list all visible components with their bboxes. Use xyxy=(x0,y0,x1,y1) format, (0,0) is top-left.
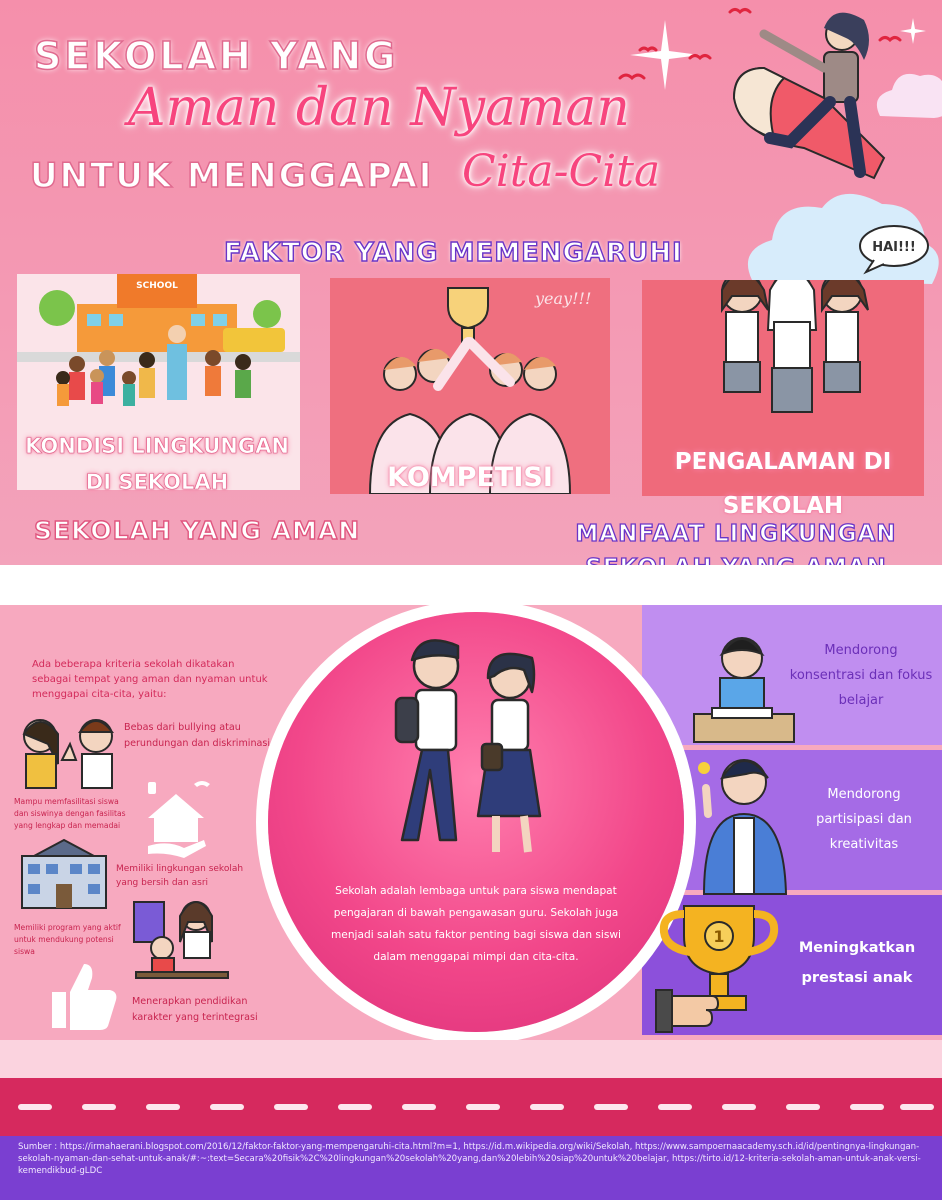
criteria-intro: Ada beberapa kriteria sekolah dikatakan sebagai tempat yang aman dan nyaman untuk menggapai cita-cita, yaitu: xyxy=(32,659,268,700)
school-building-icon xyxy=(16,840,112,910)
house-wifi-icon xyxy=(140,776,212,856)
speech-bubble-text: HAI!!! xyxy=(872,240,916,255)
no-bullying-illustration xyxy=(14,710,118,790)
school-sign: SCHOOL xyxy=(136,281,178,291)
criteria-item-2: Mampu memfasilitasi siswa dan siswinya dengan fasilitas yang lengkap dan memadai xyxy=(14,797,126,830)
benefit-participation: Mendorong partisipasi dan kreativitas xyxy=(816,787,912,852)
sources-footer: Sumber : https://irmahaerani.blogspot.com/2016/12/faktor-faktor-yang-mempengaruhi-cita.html?m=1, https://id.m.wikipedia.org/wiki/Sekolah, https://www.sampoernaacademy.sch.id/id/pentingnya-lingkungan-sekolah-nyaman-dan-sehat-untuk-anak/#:~:text=Secara%20fisik%2C%20lingkungan%20sekolah%20yang,dan%20lebih%20siap%20untuk%20belajar, https://tirto.id/12-kriteria-sekolah-aman-untuk-anak-versi-kemendikbud-gLDC xyxy=(0,1136,942,1200)
benefits-heading: MANFAAT LINGKUNGAN xyxy=(575,521,897,547)
benefit-focus: Mendorong konsentrasi dan fokus belajar xyxy=(789,643,933,708)
road-strip xyxy=(0,1078,942,1136)
walking-students-illustration xyxy=(386,634,576,864)
title-line-4: Cita-Cita xyxy=(462,146,661,197)
criteria-item-1: Bebas dari bullying atau perundungan dan diskriminasi xyxy=(124,722,271,749)
criteria-item-4: Memiliki program yang aktif untuk mendukung potensi siswa xyxy=(14,923,121,956)
studying-boy-illustration xyxy=(690,628,800,746)
center-description: Sekolah adalah lembaga untuk para siswa mendapat pengajaran di bawah pengawasan guru. Sekolah juga menjadi salah satu faktor penting bagi siswa dan siswi dalam menggapai mimpi dan cita-cita. xyxy=(330,885,621,963)
factor-label-environment: KONDISI LINGKUNGAN DI SEKOLAH xyxy=(25,434,289,494)
thumbs-up-icon xyxy=(48,962,118,1032)
idea-boy-illustration xyxy=(694,748,798,894)
title-line-3: UNTUK MENGGAPAI xyxy=(30,156,434,196)
title-line-1: SEKOLAH YANG xyxy=(34,34,399,78)
criteria-item-5: Menerapkan pendidikan karakter yang terintegrasi xyxy=(132,996,258,1023)
question-heading: SEKOLAH YANG AMAN xyxy=(34,516,361,545)
speech-bubble xyxy=(858,224,930,274)
bottom-band xyxy=(0,1040,942,1078)
criteria-item-3: Memiliki lingkungan sekolah yang bersih dan asri xyxy=(116,864,244,888)
benefit-achievement: Meningkatkan prestasi anak xyxy=(798,940,916,986)
factor-label-competition: KOMPETISI xyxy=(387,462,553,493)
title-line-2: Aman dan Nyaman xyxy=(128,78,630,138)
yeay-text: yeay!!! xyxy=(535,289,592,308)
svg-text:1: 1 xyxy=(713,927,725,946)
factors-heading: FAKTOR YANG MEMENGARUHI xyxy=(224,238,683,268)
divider-band xyxy=(0,565,942,605)
study-kids-illustration xyxy=(134,896,230,978)
factor-label-experience: PENGALAMAN DI SEKOLAH xyxy=(674,449,892,519)
trophy-icon xyxy=(654,900,784,1036)
rocket-girl-illustration xyxy=(724,8,904,208)
